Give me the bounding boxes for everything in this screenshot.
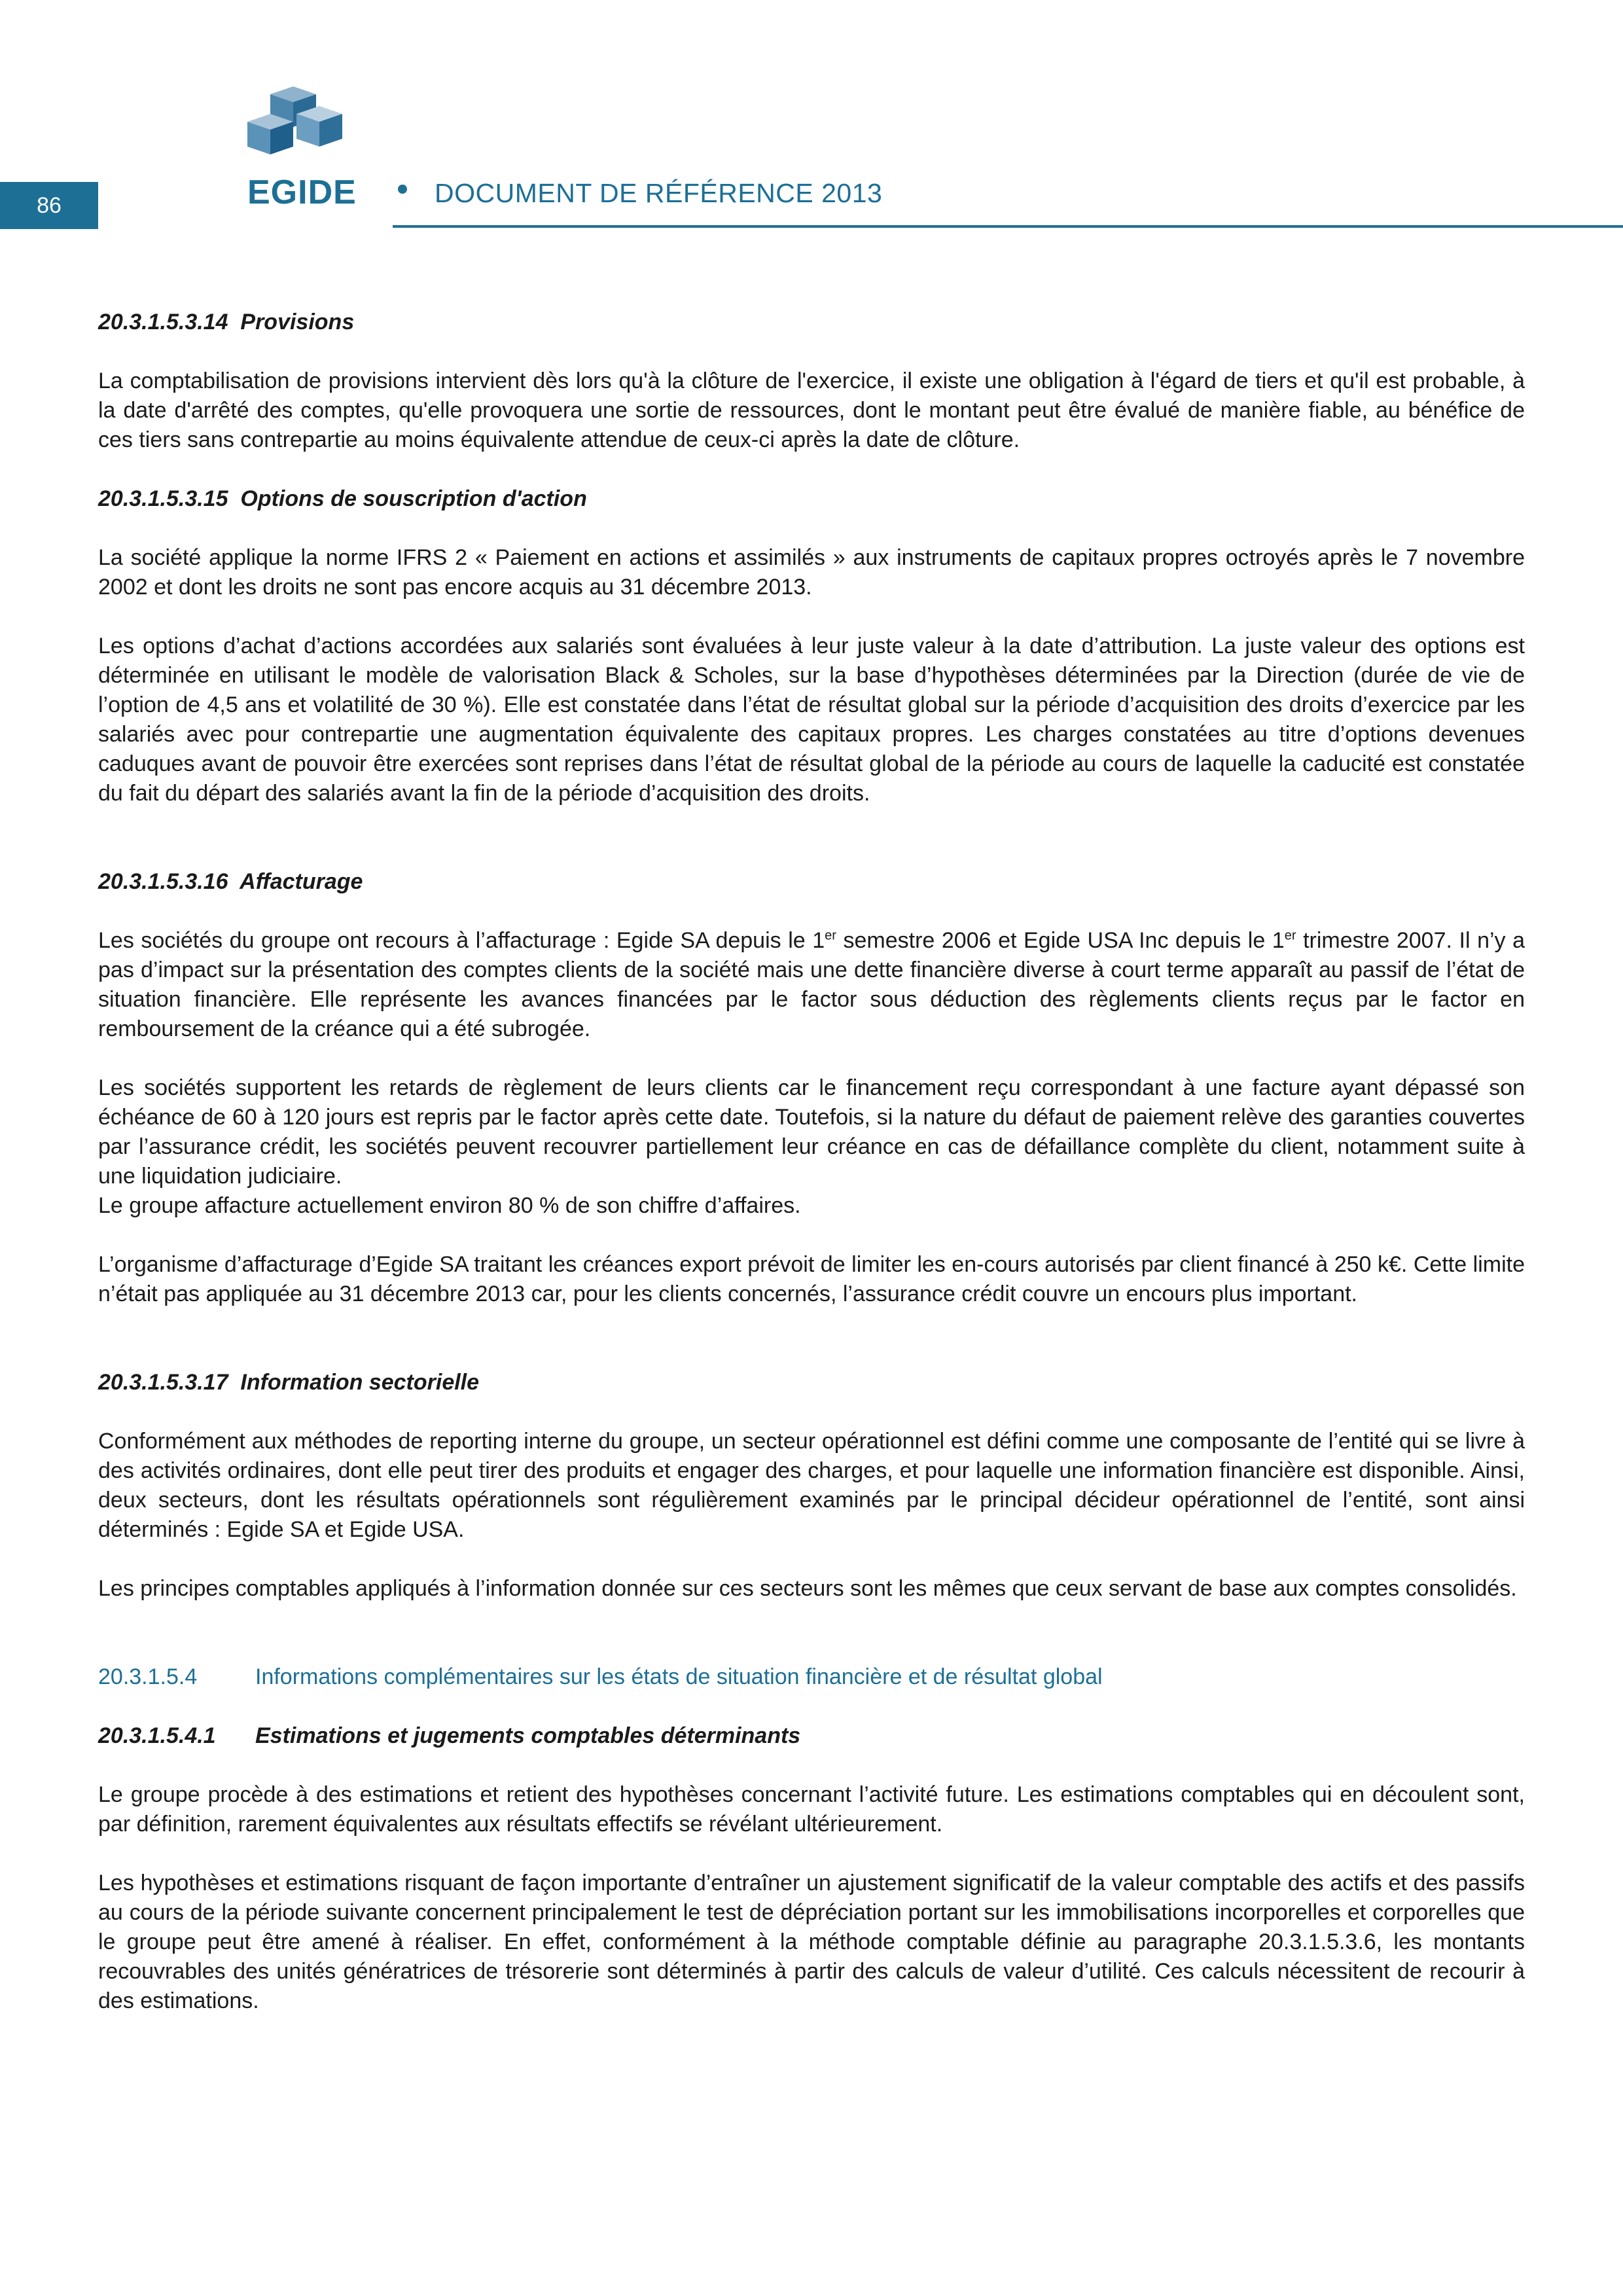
section-heading-sectorielle: 20.3.1.5.3.17 Information sectorielle [98, 1370, 480, 1395]
page-number: 86 [0, 182, 98, 229]
paragraph: Conformément aux méthodes de reporting interne du groupe, un secteur opérationnel est défini comme une composante de l’entité qui se livre à des activités ordinaires, dont elle peut tirer des produits et engager des charges, et pour laquelle une information financière est disponible. Ainsi, deux secteurs, dont les résultats opérationnels sont régulièrement examinés par le principal décideur opérationnel de l’entité, sont ainsi déterminés : Egide SA et Egide USA. [98, 1429, 1525, 1542]
page-content [98, 308, 1525, 2045]
subsection-heading-informations: 20.3.1.5.4 Informations complémentaires sur les états de situation financière et de résultat global [98, 1664, 1103, 1689]
paragraph: La comptabilisation de provisions intervient dès lors qu'à la clôture de l'exercice, il existe une obligation à l'égard de tiers et qu'il est probable, à la date d'arrêté des comptes, qu'elle provoquera une sortie de ressources, dont le montant peut être évalué de manière fiable, au bénéfice de ces tiers sans contrepartie au moins équivalente attendue de ceux-ci après la date de clôture. [98, 368, 1525, 452]
paragraph: Les sociétés du groupe ont recours à l’affacturage : Egide SA depuis le 1er semestre 2006 et Egide USA Inc depuis le 1er trimestre 2007. Il n’y a pas d’impact sur la présentation des comptes clients de la société mais une dette financière diverse à court terme apparaît au passif de l’état de situation financière. Elle représente les avances financées par le factor sous déduction des règlements clients reçus par le factor en remboursement de la créance qui a été subrogée. [98, 928, 1525, 1041]
paragraph: Les hypothèses et estimations risquant de façon importante d’entraîner un ajustement significatif de la valeur comptable des actifs et des passifs au cours de la période suivante concernent principalement le test de dépréciation portant sur les immobilisations incorporelles et corporelles que le groupe peut être amené à réaliser. En effet, conformément à la méthode comptable définie au paragraphe 20.3.1.5.3.6, les montants recouvrables des unités génératrices de trésorerie sont déterminés à partir des calculs de valeur d’utilité. Ces calculs nécessitent de recourir à des estimations. [98, 1871, 1525, 2013]
logo-wordmark: EGIDE [247, 173, 357, 211]
header-bullet [398, 185, 407, 194]
paragraph: Les sociétés supportent les retards de règlement de leurs clients car le financement reçu correspondant à une facture ayant dépassé son échéance de 60 à 120 jours est repris par le factor après cette date. Toutefois, si la nature du défaut de paiement relève des garanties couvertes par l’assurance crédit, les sociétés peuvent recouvrer partiellement leur créance en cas de défaillance complète du client, notamment suite à une liquidation judiciaire. [98, 1075, 1525, 1189]
paragraph: Le groupe procède à des estimations et retient des hypothèses concernant l’activité future. Les estimations comptables qui en découlent sont, par définition, rarement équivalentes aux résultats effectifs se révélant ultérieurement. [98, 1782, 1525, 1837]
paragraph: L’organisme d’affacturage d’Egide SA traitant les créances export prévoit de limiter les en-cours autorisés par client financé à 250 k€. Cette limite n’était pas appliquée au 31 décembre 2013 car, pour les clients concernés, l’assurance crédit couvre un encours plus important. [98, 1252, 1525, 1306]
section-heading-options: 20.3.1.5.3.15 Options de souscription d'action [98, 486, 587, 511]
paragraph: La société applique la norme IFRS 2 « Paiement en actions et assimilés » aux instruments de capitaux propres octroyés après le 7 novembre 2002 et dont les droits ne sont pas encore acquis au 31 décembre 2013. [98, 545, 1525, 600]
header-divider [393, 225, 1623, 228]
section-heading-estimations: 20.3.1.5.4.1 Estimations et jugements comptables déterminants [98, 1723, 801, 1748]
section-heading-affacturage: 20.3.1.5.3.16 Affacturage [98, 869, 363, 894]
paragraph: Les principes comptables appliqués à l’information donnée sur ces secteurs sont les mêmes que ceux servant de base aux comptes consolidés. [98, 1576, 1517, 1601]
document-title: DOCUMENT DE RÉFÉRENCE 2013 [435, 178, 883, 208]
paragraph: Le groupe affacture actuellement environ 80 % de son chiffre d’affaires. [98, 1193, 801, 1218]
section-heading-provisions: 20.3.1.5.3.14 Provisions [98, 310, 355, 334]
paragraph: Les options d’achat d’actions accordées aux salariés sont évaluées à leur juste valeur à la date d’attribution. La juste valeur des options est déterminée en utilisant le modèle de valorisation Black & Scholes, sur la base d’hypothèses déterminées par la Direction (durée de vie de l’option de 4,5 ans et volatilité de 30 %). Elle est constatée dans l’état de résultat global sur la période d’acquisition des droits d’exercice par les salariés avec pour contrepartie une augmentation équivalente des capitaux propres. Les charges constatées au titre d’options devenues caduques avant de pouvoir être exercées sont reprises dans l’état de résultat global de la période au cours de laquelle la caducité est constatée du fait du départ des salariés avant la fin de la période d’acquisition des droits. [98, 634, 1525, 806]
